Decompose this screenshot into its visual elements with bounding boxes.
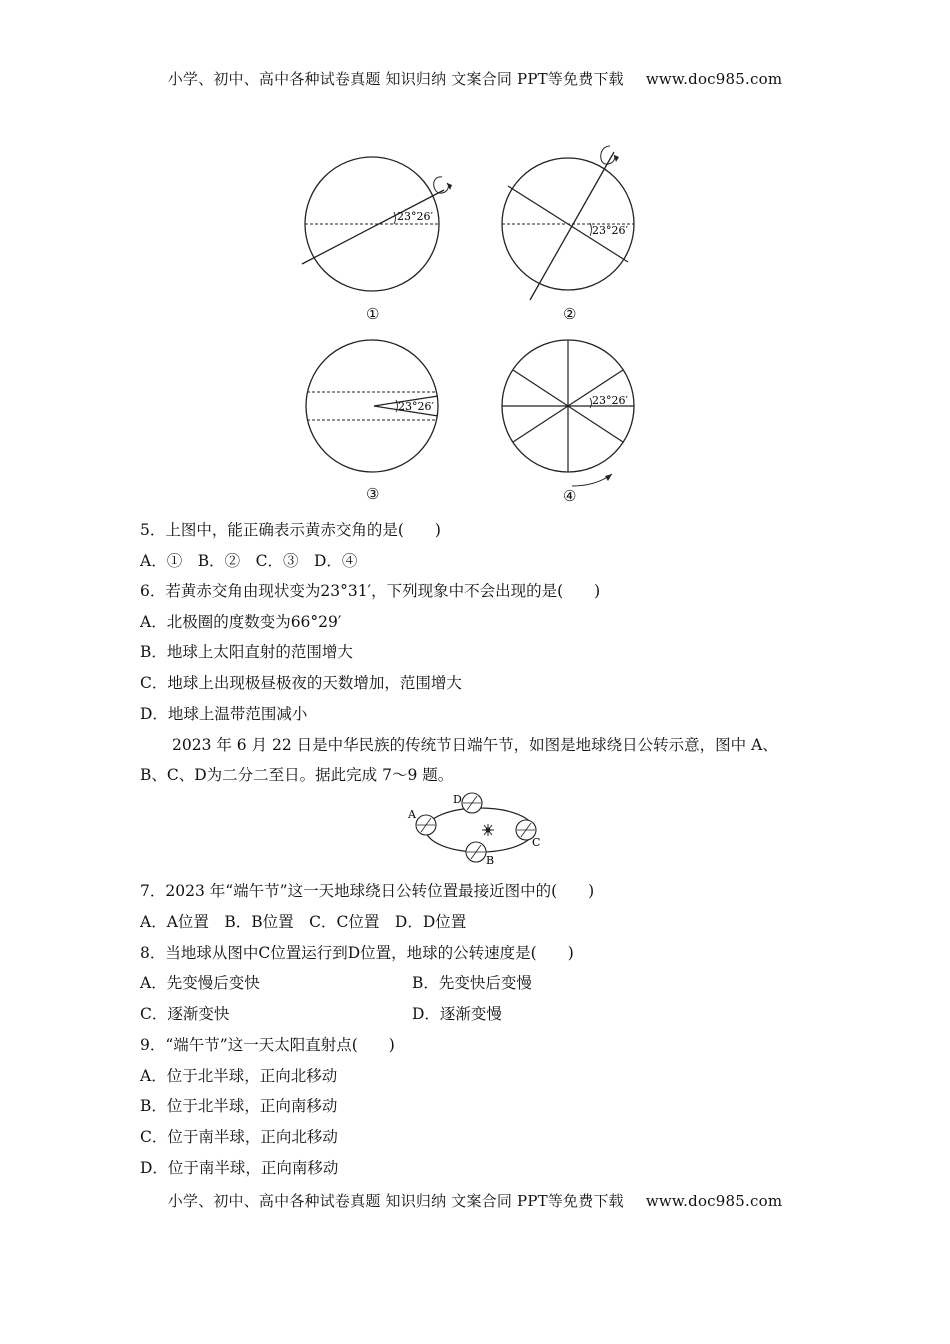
figure-4-diagram: [490, 330, 650, 505]
figure-3-diagram: [290, 330, 450, 480]
q9-option-a: A．位于北半球，正向北移动: [140, 1067, 338, 1085]
figure-3-caption: ③: [366, 485, 380, 503]
q5-options: A．① B．② C．③ D．④: [140, 552, 358, 570]
q6-option-d: D．地球上温带范围减小: [140, 705, 308, 723]
q6-option-c: C．地球上出现极昼极夜的天数增加，范围增大: [140, 674, 462, 692]
page-footer: [0, 1190, 950, 1211]
page-header: [0, 68, 950, 89]
figure-4-angle: 23°26′: [592, 394, 628, 407]
figure-2-angle: 23°26′: [592, 224, 628, 237]
footer-site: www.doc985.com: [645, 1192, 783, 1210]
orbit-diagram: [400, 788, 550, 870]
header-site: www.doc985.com: [645, 70, 783, 88]
orbit-earth-d: [462, 793, 482, 813]
q9-stem: 9．“端午节”这一天太阳直射点( ): [140, 1036, 395, 1054]
figure-1-diagram: [290, 150, 480, 300]
q5-stem: 5．上图中，能正确表示黄赤交角的是( ): [140, 521, 441, 539]
orbit-earth-b: [466, 842, 486, 862]
q6-option-b: B．地球上太阳直射的范围增大: [140, 643, 353, 661]
q8-option-c: C．逐渐变快: [140, 1005, 230, 1023]
q8-option-d: D．逐渐变慢: [412, 1005, 502, 1023]
footer-text: 小学、初中、高中各种试卷真题 知识归纳 文案合同 PPT等免费下载: [167, 1192, 624, 1210]
q6-stem: 6．若黄赤交角由现状变为23°31′，下列现象中不会出现的是( ): [140, 582, 601, 600]
q9-option-b: B．位于北半球，正向南移动: [140, 1097, 338, 1115]
q7-options: A．A位置 B．B位置 C．C位置 D．D位置: [140, 913, 467, 931]
q6-option-a: A．北极圈的度数变为66°29′: [140, 613, 342, 631]
orbit-earth-a: [416, 815, 436, 835]
q7-stem: 7．2023 年“端午节”这一天地球绕日公转位置最接近图中的( ): [140, 882, 595, 900]
intro-line-1: 2023 年 6 月 22 日是中华民族的传统节日端午节，如图是地球绕日公转示意，图中 A、: [172, 736, 778, 754]
figure-3-angle: 23°26′: [398, 400, 434, 413]
q9-option-c: C．位于南半球，正向北移动: [140, 1128, 338, 1146]
orbit-label-d: D: [453, 793, 462, 806]
q8-option-a: A．先变慢后变快: [140, 974, 260, 992]
orbit-label-c: C: [532, 836, 541, 849]
header-text: 小学、初中、高中各种试卷真题 知识归纳 文案合同 PPT等免费下载: [167, 70, 624, 88]
figure-1-caption: ①: [366, 305, 380, 323]
figure-2-diagram: [490, 140, 650, 305]
orbit-label-b: B: [486, 854, 495, 867]
q8-option-b: B．先变快后变慢: [412, 974, 532, 992]
intro-line-2: B、C、D为二分二至日。据此完成 7～9 题。: [140, 766, 454, 784]
figure-1-angle: 23°26′: [397, 210, 433, 223]
sun-icon: [482, 824, 494, 836]
figure-2-caption: ②: [563, 305, 577, 323]
orbit-label-a: A: [408, 808, 416, 821]
q8-stem: 8．当地球从图中C位置运行到D位置，地球的公转速度是( ): [140, 944, 574, 962]
figure-4-caption: ④: [563, 487, 577, 505]
q9-option-d: D．位于南半球，正向南移动: [140, 1159, 339, 1177]
